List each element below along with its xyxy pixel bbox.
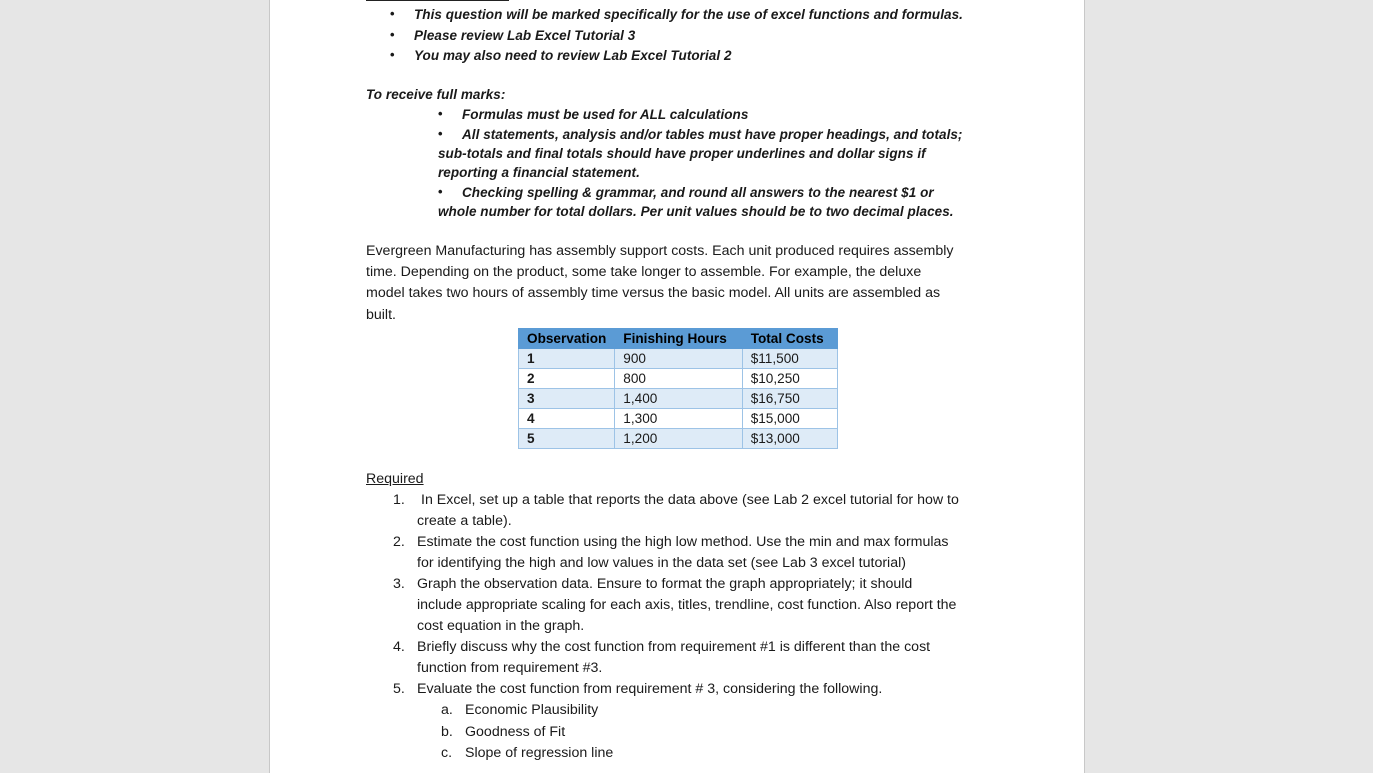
required-item-line: Graph the observation data. Ensure to format the graph appropriately; it should [417, 576, 913, 592]
table-cell: $16,750 [742, 389, 837, 409]
document-page [269, 0, 1085, 773]
subitem-letter: c. [441, 745, 453, 761]
required-title: Required [366, 471, 424, 487]
marks-heading: To receive full marks: [366, 87, 506, 102]
required-item-line: Briefly discuss why the cost function from requirement #1 is different than the cost [417, 639, 931, 655]
intro-bullet: Please review Lab Excel Tutorial 3 [414, 28, 636, 43]
observation-table [518, 328, 838, 449]
subitem-letter: b. [441, 724, 453, 740]
paragraph-line: model takes two hours of assembly time versus the basic model. All units are assembled as [366, 285, 941, 301]
required-item-line: Evaluate the cost function from requirement # 3, considering the following. [417, 681, 883, 697]
marks-item: Formulas must be used for ALL calculations [462, 107, 749, 122]
bullet-icon: • [438, 106, 443, 121]
table-cell: 900 [615, 349, 742, 369]
subitem-text: Goodness of Fit [465, 724, 566, 740]
table-cell: 1,200 [615, 429, 742, 449]
table-cell: 800 [615, 369, 742, 389]
required-number: 3. [393, 576, 405, 592]
table-cell: 5 [519, 429, 615, 449]
paragraph-line: time. Depending on the product, some take longer to assemble. For example, the deluxe [366, 264, 922, 280]
table-row [519, 369, 838, 389]
top-underline-rule [366, 0, 509, 1]
required-item-line: In Excel, set up a table that reports the data above (see Lab 2 excel tutorial for how to [421, 492, 959, 508]
required-number: 1. [393, 492, 405, 508]
required-item-line: include appropriate scaling for each axis, titles, trendline, cost function. Also report the [417, 597, 957, 613]
table-row [519, 349, 838, 369]
subitem-letter: a. [441, 702, 453, 718]
table-cell: $10,250 [742, 369, 837, 389]
required-item-line: cost equation in the graph. [417, 618, 585, 634]
required-number: 4. [393, 639, 405, 655]
bullet-icon: • [390, 6, 395, 21]
table-cell: $13,000 [742, 429, 837, 449]
table-cell: 1 [519, 349, 615, 369]
table-header: Total Costs [742, 329, 837, 349]
intro-bullet: You may also need to review Lab Excel Tutorial 2 [414, 48, 732, 63]
table-cell: 3 [519, 389, 615, 409]
table-cell: 2 [519, 369, 615, 389]
subitem-text: Economic Plausibility [465, 702, 599, 718]
required-item-line: Estimate the cost function using the high low method. Use the min and max formulas [417, 534, 949, 550]
bullet-icon: • [438, 126, 443, 141]
paragraph-line: built. [366, 307, 396, 323]
table-header: Finishing Hours [615, 329, 742, 349]
required-item-line: for identifying the high and low values in the data set (see Lab 3 excel tutorial) [417, 555, 906, 571]
marks-item-continuation: reporting a financial statement. [438, 165, 640, 180]
table-row [519, 409, 838, 429]
required-item-line: function from requirement #3. [417, 660, 603, 676]
paragraph-line: Evergreen Manufacturing has assembly support costs. Each unit produced requires assembly [366, 243, 954, 259]
marks-item: Checking spelling & grammar, and round all answers to the nearest $1 or [462, 185, 934, 200]
required-item-line: create a table). [417, 513, 512, 529]
bullet-icon: • [438, 184, 443, 199]
table-row [519, 429, 838, 449]
required-number: 2. [393, 534, 405, 550]
table-cell: 1,300 [615, 409, 742, 429]
table-cell: 4 [519, 409, 615, 429]
table-header: Observation [519, 329, 615, 349]
table-header-row [519, 329, 838, 349]
bullet-icon: • [390, 27, 395, 42]
marks-item: All statements, analysis and/or tables must have proper headings, and totals; [462, 127, 963, 142]
table-cell: $15,000 [742, 409, 837, 429]
marks-item-continuation: sub-totals and final totals should have proper underlines and dollar signs if [438, 146, 926, 161]
required-number: 5. [393, 681, 405, 697]
table-cell: 1,400 [615, 389, 742, 409]
subitem-text: Slope of regression line [465, 745, 614, 761]
table-row [519, 389, 838, 409]
bullet-icon: • [390, 47, 395, 62]
intro-bullet: This question will be marked specifically for the use of excel functions and formulas. [414, 7, 963, 22]
marks-item-continuation: whole number for total dollars. Per unit values should be to two decimal places. [438, 204, 954, 219]
table-cell: $11,500 [742, 349, 837, 369]
